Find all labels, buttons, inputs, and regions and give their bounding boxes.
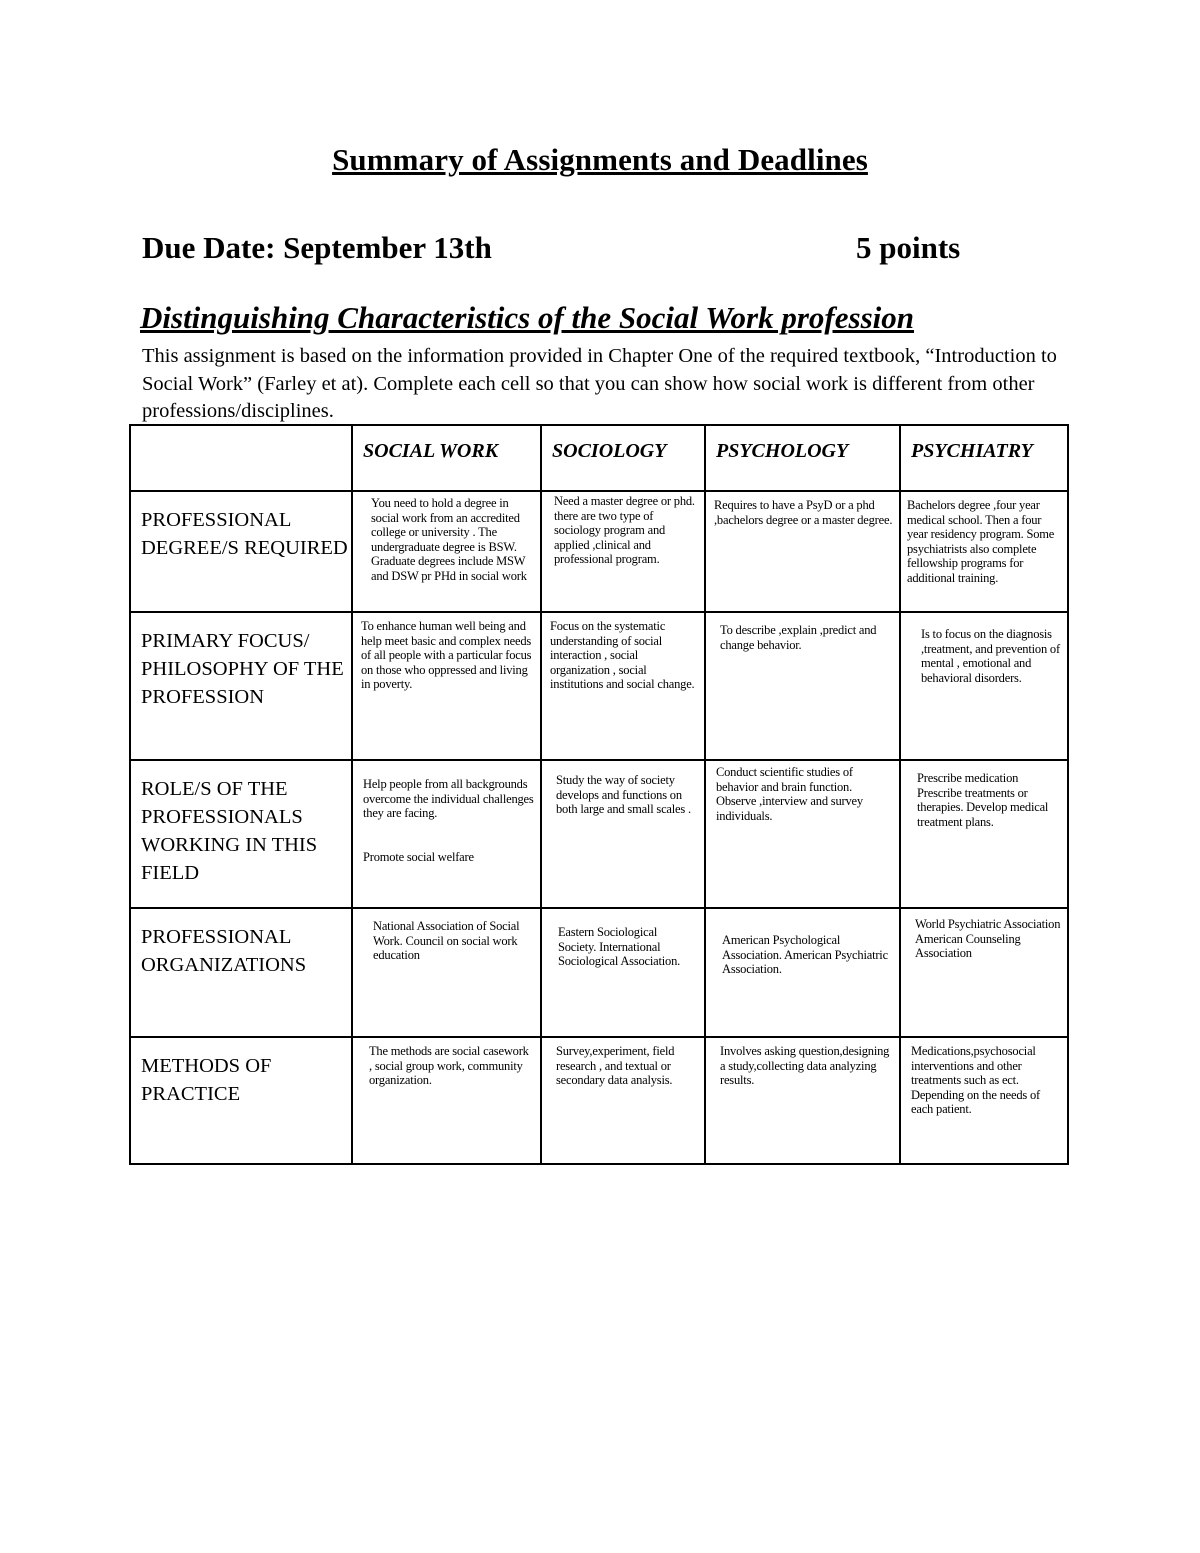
table-cell: You need to hold a degree in social work from an accredited college or university . The undergraduate degree is BSW. Graduate degrees include MSW and DSW pr PHd in social work	[371, 496, 527, 583]
header-psychiatry: PSYCHIATRY	[900, 425, 1068, 491]
row-label: METHODS OF PRACTICE	[130, 1037, 352, 1164]
table-cell: To enhance human well being and help meet basic and complex needs of all people with a particular focus on those who oppressed and living in poverty.	[361, 619, 532, 691]
table-cell: Study the way of society develops and functions on both large and small scales .	[556, 773, 691, 816]
characteristics-table	[129, 424, 1069, 1165]
table-cell: The methods are social casework , social group work, community organization.	[369, 1044, 529, 1087]
table-cell: American Psychological Association. American Psychiatric Association.	[722, 933, 888, 976]
table-cell: World Psychiatric Association American Counseling Association	[915, 917, 1061, 960]
table-cell: To describe ,explain ,predict and change behavior.	[720, 623, 877, 652]
header-empty-cell	[130, 425, 352, 491]
table-cell: Help people from all backgrounds overcome the individual challenges they are facing. Promote social welfare	[363, 777, 534, 864]
table-row	[130, 1037, 1068, 1164]
table-row	[130, 908, 1068, 1037]
table-row	[130, 760, 1068, 908]
row-label: ROLE/S OF THE PROFESSIONALS WORKING IN THIS FIELD	[130, 760, 352, 908]
row-label: PROFESSIONAL DEGREE/S REQUIRED	[130, 491, 352, 612]
header-social-work: SOCIAL WORK	[352, 425, 541, 491]
assignment-instructions: This assignment is based on the information provided in Chapter One of the required textbook, “Introduction to Social Work” (Farley et at). Complete each cell so that you can show how social work is different from other professions/disciplines.	[142, 345, 1057, 422]
page-title: Summary of Assignments and Deadlines	[332, 142, 868, 177]
table-cell: Need a master degree or phd. there are two type of sociology program and applied ,clinical and professional program.	[554, 494, 695, 566]
table-cell: Requires to have a PsyD or a phd ,bachelors degree or a master degree.	[714, 498, 893, 527]
due-date: Due Date: September 13th	[142, 230, 492, 265]
row-label: PRIMARY FOCUS/ PHILOSOPHY OF THE PROFESSION	[130, 612, 352, 760]
table-cell: Focus on the systematic understanding of social interaction , social organization , social institutions and social change.	[550, 619, 695, 691]
table-row	[130, 491, 1068, 612]
table-cell: Is to focus on the diagnosis ,treatment, and prevention of mental , emotional and behavioral disorders.	[921, 627, 1060, 685]
row-label: PROFESSIONAL ORGANIZATIONS	[130, 908, 352, 1037]
table-cell: Prescribe medication Prescribe treatments or therapies. Develop medical treatment plans.	[917, 771, 1049, 829]
table-cell: Survey,experiment, field research , and textual or secondary data analysis.	[556, 1044, 675, 1087]
table-row	[130, 612, 1068, 760]
table-header-row	[130, 425, 1068, 491]
table-cell: Medications,psychosocial interventions and other treatments such as ect. Depending on the needs of each patient.	[911, 1044, 1040, 1116]
table-cell: Bachelors degree ,four year medical school. Then a four year residency program. Some psychiatrists also complete fellowship programs for additional training.	[907, 498, 1055, 585]
header-sociology: SOCIOLOGY	[541, 425, 705, 491]
table-cell: Involves asking question,designing a study,collecting data analyzing results.	[720, 1044, 890, 1087]
assignment-title: Distinguishing Characteristics of the Social Work profession	[140, 300, 915, 335]
points: 5 points	[856, 230, 961, 265]
table-cell: Eastern Sociological Society. International Sociological Association.	[558, 925, 681, 968]
table-cell: National Association of Social Work. Council on social work education	[373, 919, 520, 962]
table-cell: Conduct scientific studies of behavior and brain function. Observe ,interview and survey individuals.	[716, 765, 863, 823]
header-psychology: PSYCHOLOGY	[705, 425, 900, 491]
